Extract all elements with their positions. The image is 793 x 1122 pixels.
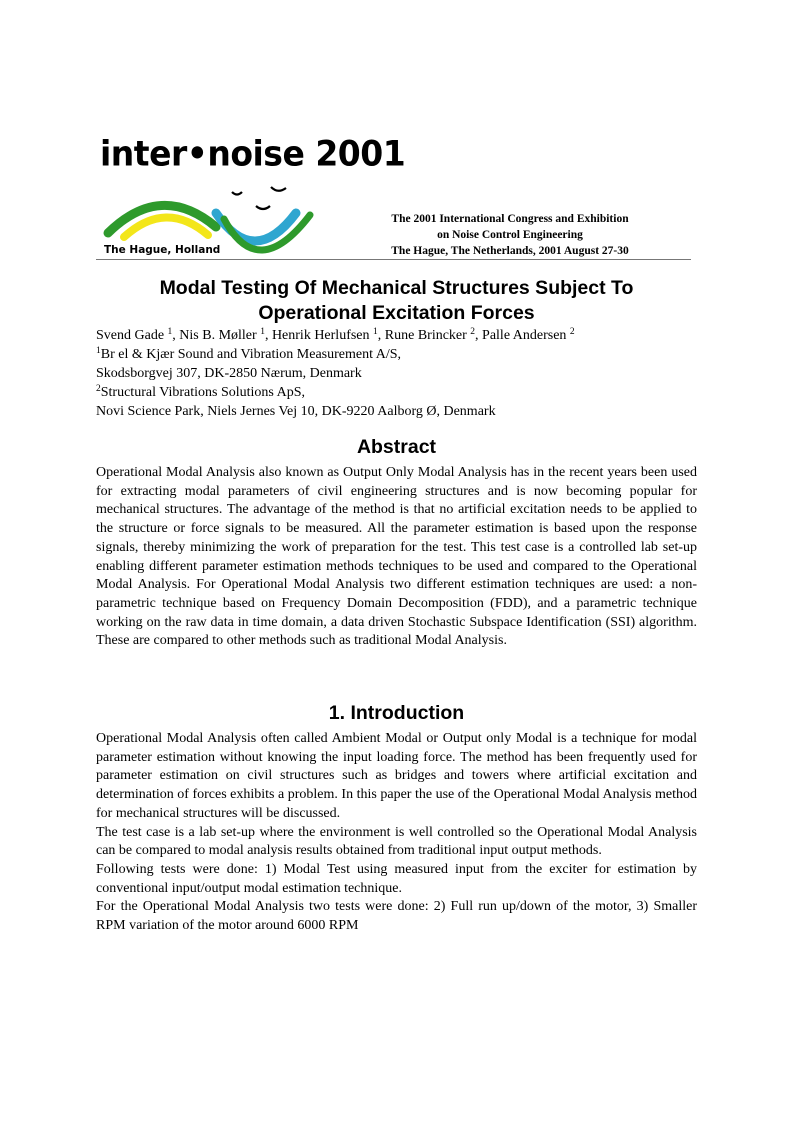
intro-paragraph-2: The test case is a lab set-up where the environment is well controlled so the Operational Modal Analysis can be compared to modal analysis results obtained from traditional input output methods.: [96, 824, 697, 859]
intro-paragraph-3: Following tests were done: 1) Modal Test using measured input from the exciter for estimation by conventional input/output modal estimation technique.: [96, 861, 697, 896]
introduction-heading: 1. Introduction: [328, 702, 465, 724]
abstract-text: Operational Modal Analysis also known as Output Only Modal Analysis has in the recent years been used for extracting modal parameters of civil engineering structures and is now becoming popular for mechanical structures. The advantage of the method is that no artificial excitation needs to be applied to the structure or force signals to be measured. All the parameter estimation is based upon the response signals, thereby minimizing the work of preparation for the test. This test case is a controlled lab set-up enabling different parameter estimation methods techniques to be used and compared to the Operational Modal Analysis. For Operational Modal Analysis two different estimation techniques are used: a non-parametric technique based on Frequency Domain Decomposition (FDD), and a parametric technique working on the raw data in time domain, a data driven Stochastic Subspace Identification (SSI) algorithm. These are compared to other methods such as traditional Modal Analysis.: [96, 465, 697, 649]
affiliation-2-name: $^2$Structural Vibrations Solutions ApS,: [96, 384, 305, 400]
author-list: Svend Gade $^1$, Nis B. Møller $^1$, Henrik Herlufsen $^1$, Rune Brincker $^2$, Palle Andersen $^2$: [96, 327, 575, 343]
affiliation-2-address: Novi Science Park, Niels Jernes Vej 10, DK-9220 Aalborg Ø, Denmark: [96, 404, 496, 419]
affiliation-1-address: Skodsborgvej 307, DK-2850 Nærum, Denmark: [96, 366, 362, 381]
title-line-1: Modal Testing Of Mechanical Structures Subject To: [159, 277, 634, 299]
smile-mark-2: [271, 187, 286, 191]
abstract-heading: Abstract: [356, 436, 437, 458]
abstract-body: [96, 464, 697, 651]
conference-line-1: The 2001 International Congress and Exhibition: [391, 213, 629, 225]
yellow-arc: [124, 217, 208, 237]
title-line-2: Operational Excitation Forces: [258, 302, 535, 324]
conference-logo-wordmark: inter•noise 2001: [100, 133, 406, 174]
introduction-body: [96, 730, 697, 936]
conference-line-2: on Noise Control Engineering: [437, 229, 583, 241]
paper-title: [96, 276, 697, 326]
header-divider: [96, 259, 691, 260]
logo-caption: The Hague, Holland: [104, 244, 221, 256]
smile-mark-1: [232, 192, 242, 195]
conference-info: [360, 211, 660, 259]
affiliation-1-name: $^1$Br el & Kjær Sound and Vibration Measurement A/S,: [96, 346, 402, 362]
conference-line-3: The Hague, The Netherlands, 2001 August 27-30: [391, 245, 629, 257]
intro-paragraph-1: Operational Modal Analysis often called Ambient Modal or Output only Modal is a technique for modal parameter estimation without knowing the input loading force. The method has been frequently used for parameter estimation on civil structures such as bridges and towers where artificial excitation and determination of forces exhibits a problem. In this paper the use of the Operational Modal Analysis method for mechanical structures will be discussed.: [96, 731, 697, 821]
author-block: [96, 326, 716, 421]
intro-paragraph-4: For the Operational Modal Analysis two tests were done: 2) Full run up/down of the motor, 3) Smaller RPM variation of the motor around 6000 RPM: [96, 899, 697, 934]
smile-mark-3: [256, 206, 270, 209]
